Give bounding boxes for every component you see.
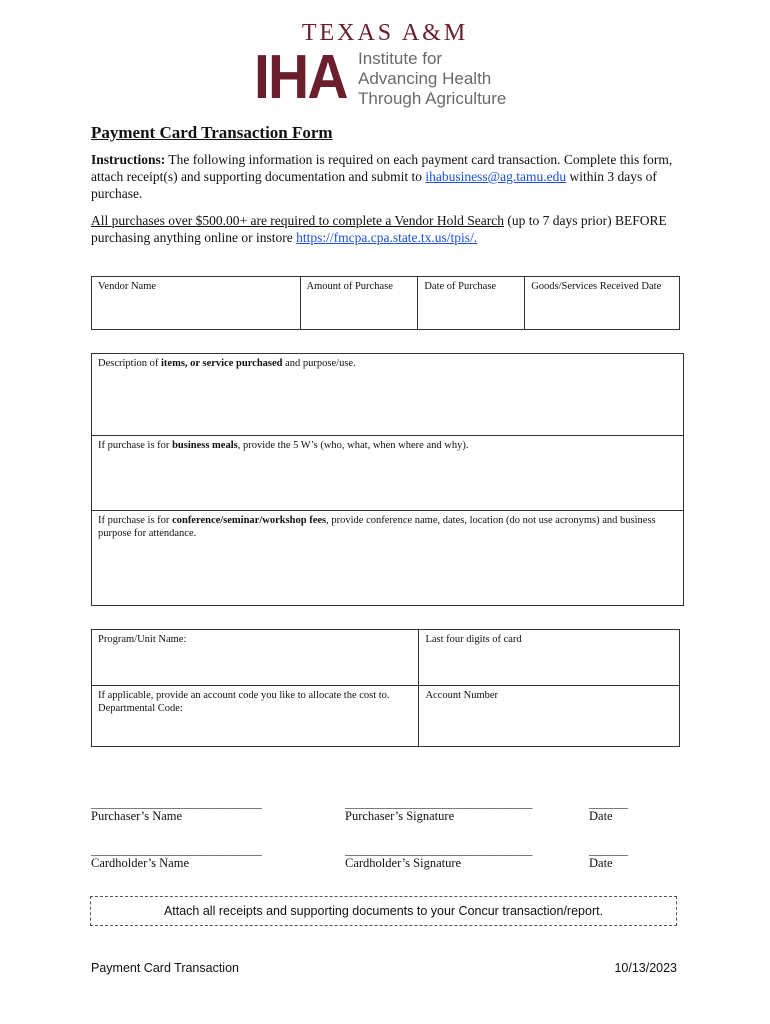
conf-label-b: conference/seminar/workshop fees bbox=[172, 515, 327, 526]
amount-label: Amount of Purchase bbox=[306, 281, 393, 292]
cardholder-name-line[interactable]: _______________________________ bbox=[91, 843, 262, 857]
date2-line[interactable]: _______ bbox=[589, 843, 628, 857]
form-title: Payment Card Transaction Form bbox=[91, 123, 333, 142]
account-table bbox=[91, 629, 680, 747]
iha-logo bbox=[254, 20, 516, 112]
description-table bbox=[91, 353, 684, 606]
email-link[interactable]: ihabusiness@ag.tamu.edu bbox=[425, 169, 567, 184]
logo-iha-mark: IHA bbox=[254, 43, 347, 112]
instructions-text-2: within 3 days of purchase. bbox=[91, 169, 657, 201]
notice-rest: (up to 7 days prior) BEFORE purchasing anything online or instore bbox=[91, 213, 667, 245]
meals-label-b: business meals bbox=[172, 440, 238, 451]
logo-line-1: Institute for bbox=[358, 49, 443, 68]
instructions bbox=[91, 151, 681, 202]
purchaser-name-caption: Purchaser’s Name bbox=[91, 809, 183, 823]
vendor-name-field[interactable] bbox=[92, 277, 301, 330]
date1-caption: Date bbox=[589, 809, 613, 823]
purchase-info-table bbox=[91, 276, 680, 330]
description-label-c: and purpose/use. bbox=[282, 358, 356, 369]
account-number-field[interactable] bbox=[419, 686, 680, 747]
last-four-field[interactable] bbox=[419, 630, 680, 686]
conf-label-c: , provide conference name, dates, location (do not use acronyms) and business purpose for attendance. bbox=[98, 515, 656, 539]
received-date-label: Goods/Services Received Date bbox=[531, 281, 662, 292]
logo-texas-am: TEXAS A&M bbox=[301, 20, 469, 46]
account-number-label: Account Number bbox=[425, 690, 499, 701]
footer-date: 10/13/2023 bbox=[614, 961, 677, 975]
notice-underlined: All purchases over $500.00+ are required to complete a Vendor Hold Search bbox=[91, 213, 504, 228]
vendor-name-label: Vendor Name bbox=[98, 281, 157, 292]
meals-label-a: If purchase is for bbox=[98, 440, 173, 451]
meals-label-c: , provide the 5 W’s (who, what, when where and why). bbox=[237, 440, 469, 451]
cardholder-name-caption: Cardholder’s Name bbox=[91, 856, 190, 870]
conf-label-a: If purchase is for bbox=[98, 515, 173, 526]
account-code-label: If applicable, provide an account code you like to allocate the cost to. bbox=[98, 690, 390, 701]
departmental-code-label: Departmental Code: bbox=[98, 703, 183, 714]
vendor-hold-notice bbox=[91, 212, 681, 246]
date1-line[interactable]: _______ bbox=[589, 796, 628, 810]
cardholder-signature-caption: Cardholder’s Signature bbox=[345, 856, 462, 870]
business-meals-field[interactable] bbox=[92, 436, 684, 511]
description-label-a: Description of bbox=[98, 358, 161, 369]
date2-caption: Date bbox=[589, 856, 613, 870]
date-field[interactable] bbox=[418, 277, 525, 330]
conference-fees-field[interactable] bbox=[92, 511, 684, 606]
program-unit-label: Program/Unit Name: bbox=[98, 634, 187, 645]
last-four-label: Last four digits of card bbox=[425, 634, 522, 645]
attach-receipts-note: Attach all receipts and supporting documents to your Concur transaction/report. bbox=[90, 896, 677, 926]
logo-line-3: Through Agriculture bbox=[358, 89, 507, 108]
purchaser-signature-caption: Purchaser’s Signature bbox=[345, 809, 455, 823]
amount-field[interactable] bbox=[300, 277, 418, 330]
received-date-field[interactable] bbox=[525, 277, 680, 330]
instructions-label: Instructions: bbox=[91, 152, 166, 167]
logo-line-2: Advancing Health bbox=[358, 69, 492, 88]
tpis-link[interactable]: https://fmcpa.cpa.state.tx.us/tpis/. bbox=[296, 230, 478, 245]
description-label-b: items, or service purchased bbox=[161, 358, 283, 369]
instructions-text-1: The following information is required on each payment card transaction. Complete this form, attach receipt(s) and supporting documentation and submit to bbox=[91, 152, 673, 184]
purchaser-signature-line[interactable]: __________________________________ bbox=[345, 796, 532, 810]
account-code-field[interactable] bbox=[92, 686, 419, 747]
program-unit-field[interactable] bbox=[92, 630, 419, 686]
footer-title: Payment Card Transaction bbox=[91, 961, 239, 975]
logo-institute-name bbox=[358, 49, 506, 109]
cardholder-signature-line[interactable]: __________________________________ bbox=[345, 843, 532, 857]
description-field[interactable] bbox=[92, 354, 684, 436]
date-label: Date of Purchase bbox=[424, 281, 497, 292]
purchaser-name-line[interactable]: _______________________________ bbox=[91, 796, 262, 810]
